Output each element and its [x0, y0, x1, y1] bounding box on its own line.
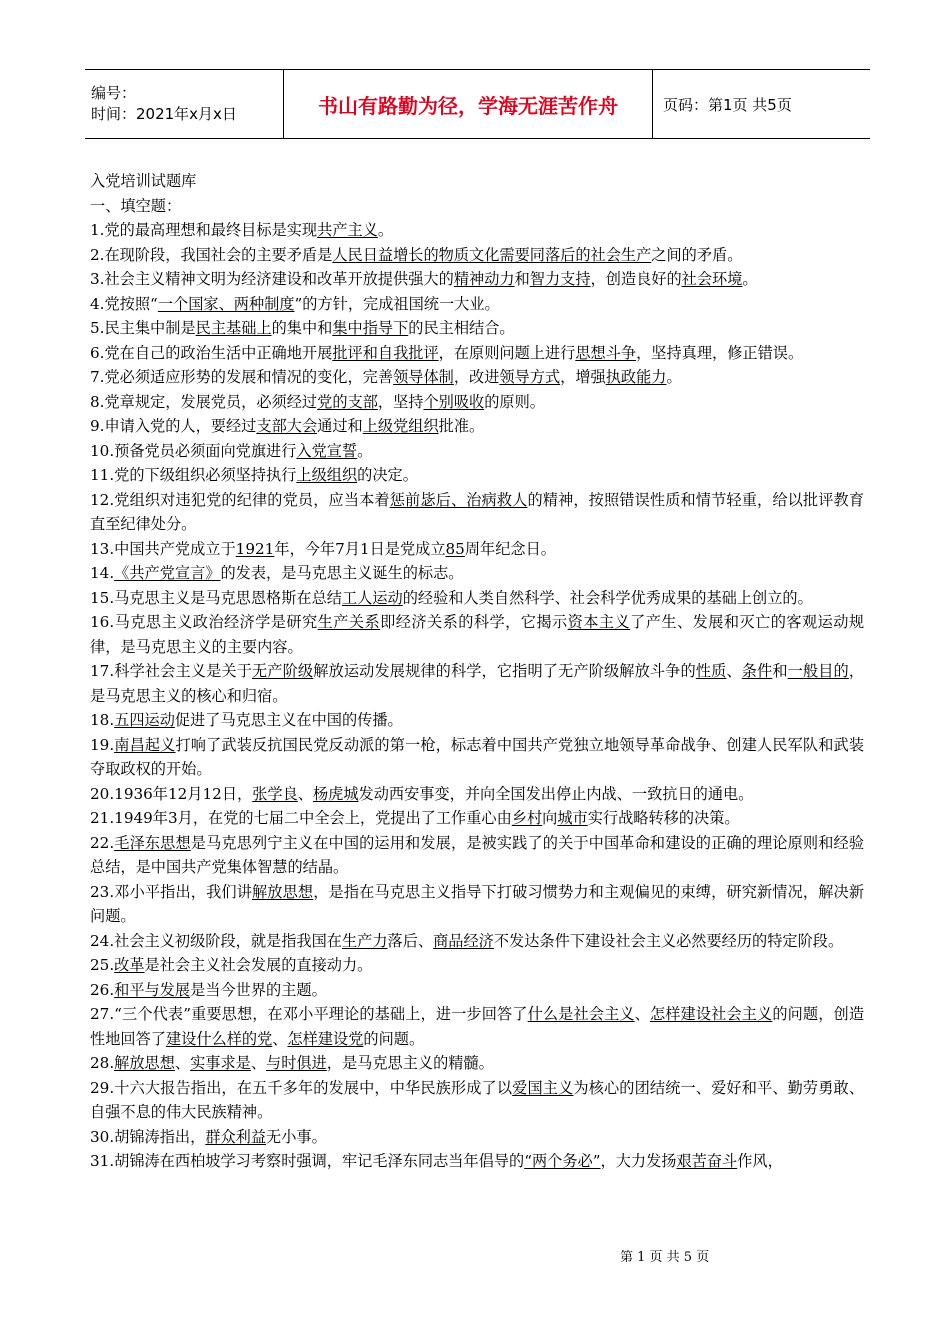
question-text: 13.中国共产党成立于: [90, 539, 236, 558]
answer-text: 爱国主义: [512, 1078, 574, 1097]
question-text: 5.民主集中制是: [90, 319, 196, 337]
question-item: [90, 414, 864, 439]
question-item: [90, 365, 864, 390]
answer-text: 城市: [557, 809, 588, 827]
question-text: 。: [377, 221, 394, 239]
question-text: 的民主相结合。: [408, 319, 515, 337]
question-text: 10.预备党员必须面向党旗进行: [90, 441, 297, 460]
answer-text: 性质: [695, 662, 727, 680]
question-text: 的问题，创造性地回答了: [90, 1005, 865, 1048]
answer-text: 怎样建设社会主义: [649, 1005, 773, 1023]
answer-text: 领导方式: [499, 368, 561, 386]
question-text: 实行战略转移的决策。: [587, 809, 740, 827]
question-text: 、: [726, 662, 742, 680]
question-item: [90, 1076, 864, 1125]
answer-text: 工人运动: [341, 588, 403, 607]
question-item: [90, 292, 864, 317]
question-text: 、: [174, 1054, 191, 1072]
answer-text: 1921: [235, 539, 275, 558]
document-time-label: 时间：2021年x月x日: [91, 105, 237, 123]
answer-text: 与时俱进: [266, 1054, 327, 1072]
answer-text: 张学良: [252, 784, 298, 803]
header-motto: 书山有路勤为径，学海无涯苦作舟: [318, 93, 618, 118]
question-text: 打响了武装反抗国民党反动派的第一枪，标志着中国共产党独立地领导革命战争、创建人民军队和武装夺取政权的开始。: [90, 735, 865, 778]
answer-text: 智力支持: [529, 270, 591, 288]
question-item: [90, 267, 864, 292]
question-item: [90, 1125, 864, 1150]
question-text: ，增强: [560, 368, 606, 386]
answer-text: 生产力: [341, 931, 388, 950]
answer-text: 社会环境: [681, 270, 743, 288]
question-text: 。: [666, 368, 682, 386]
answer-text: 解放思想: [252, 882, 314, 901]
answer-text: 上级党组织: [362, 417, 439, 435]
section-heading: 一、填空题：: [90, 196, 182, 215]
question-text: 落后、: [387, 931, 434, 950]
question-text: 29.十六大报告指出，在五千多年的发展中，中华民族形成了以: [90, 1078, 513, 1097]
question-text: 3.社会主义精神文明为经济建设和改革开放提供强大的: [90, 270, 454, 288]
answer-text: 怎样建设党: [287, 1029, 364, 1048]
question-text: 21.1949年3月，在党的七届二中全会上，党提出了工作重心由: [90, 809, 512, 827]
question-text: 无小事。: [266, 1127, 327, 1146]
question-item: [90, 806, 864, 831]
answer-text: 个别吸收: [423, 392, 485, 411]
answer-text: 毛泽东思想: [114, 833, 191, 852]
question-item: [90, 953, 864, 978]
question-item: [90, 341, 864, 366]
question-text: 的经验和人类自然科学、社会科学优秀成果的基础上创立的。: [402, 588, 813, 607]
question-text: 、: [634, 1005, 650, 1023]
question-text: 9.申请入党的人，要经过: [90, 417, 257, 435]
question-text: 19.: [90, 735, 115, 754]
header-motto-cell: [284, 70, 653, 138]
question-text: 。: [742, 270, 758, 288]
question-text: 之间的矛盾。: [651, 245, 743, 264]
answer-text: 资本主义: [567, 613, 631, 631]
question-item: [90, 316, 864, 341]
answer-text: 和平与发展: [114, 980, 191, 999]
answer-text: 无产阶级: [252, 662, 314, 680]
question-text: 8.党章规定，发展党员，必须经过: [90, 392, 318, 411]
question-text: 、: [250, 1054, 267, 1072]
question-text: 6.党在自己的政治生活中正确地开展: [90, 343, 333, 362]
question-text: 的发表，是马克思主义诞生的标志。: [220, 564, 464, 582]
answer-text: 乡村: [511, 809, 543, 827]
document-number-label: 编号：: [91, 84, 137, 102]
question-text: 25.: [90, 956, 115, 974]
answer-text: 商品经济: [433, 931, 494, 950]
question-text: 26.: [90, 980, 115, 999]
question-text: 促进了马克思主义在中国的传播。: [174, 711, 403, 729]
question-text: 、: [297, 784, 313, 803]
question-text: 17.科学社会主义是关于: [90, 662, 252, 680]
question-text: 和: [772, 662, 788, 680]
question-item: [90, 1149, 864, 1174]
answer-text: 精神动力: [453, 270, 515, 288]
question-text: 了产生、发展和灭亡的客观运动规律，是马克思主义的主要内容。: [90, 613, 865, 656]
answer-text: 85: [445, 539, 465, 558]
question-item: [90, 488, 864, 537]
answer-text: 领导体制: [393, 368, 454, 386]
question-text: 发动西安事变，并向全国发出停止内战、一致抗日的通电。: [358, 784, 754, 803]
answer-text: 一个国家、两种制度: [157, 294, 295, 313]
answer-text: 解放思想: [114, 1054, 175, 1072]
page-footer: 第 1 页 共 5 页: [620, 1250, 710, 1265]
answer-text: 执政能力: [605, 368, 667, 386]
answer-text: 党的支部: [317, 392, 378, 411]
question-text: ，是马克思主义的核心和归宿。: [90, 662, 865, 705]
question-list: [90, 218, 864, 1174]
answer-text: 杨虎城: [312, 784, 359, 803]
question-item: [90, 610, 864, 659]
question-item: [90, 659, 864, 708]
question-item: [90, 218, 864, 243]
answer-text: 《共产党宣言》: [114, 564, 221, 582]
question-text: ，在原则问题上进行: [438, 343, 576, 362]
question-text: 7.党必须适应形势的发展和情况的变化，完善: [90, 368, 394, 386]
question-text: 的决定。: [357, 466, 418, 484]
question-item: [90, 929, 864, 954]
question-text: 的原则。: [484, 392, 545, 411]
question-text: 12.党组织对违犯党的纪律的党员，应当本着: [90, 490, 390, 509]
question-item: [90, 1002, 864, 1051]
answer-text: 一般目的: [787, 662, 849, 680]
question-text: 的精神，按照错误性质和情节轻重，给以批评教育直至纪律处分。: [90, 490, 865, 533]
question-text: 周年纪念日。: [464, 539, 556, 558]
question-text: ，是马克思主义的精髓。: [326, 1054, 494, 1072]
question-text: 14.: [90, 564, 115, 582]
question-item: [90, 1051, 864, 1076]
question-text: 和: [514, 270, 530, 288]
question-text: 30.胡锦涛指出，: [90, 1127, 206, 1146]
question-text: 28.: [90, 1054, 115, 1072]
question-text: 年，今年7月1日是党成立: [274, 539, 446, 558]
answer-text: 支部大会: [256, 417, 318, 435]
question-text: 的问题。: [363, 1029, 425, 1048]
question-text: 是当今世界的主题。: [190, 980, 327, 999]
question-text: ，大力发扬: [600, 1152, 677, 1170]
answer-text: 批评和自我批评: [332, 343, 439, 362]
question-text: ，坚持: [377, 392, 424, 411]
question-text: 24.社会主义初级阶段，就是指我国在: [90, 931, 342, 950]
header-table: [85, 69, 870, 139]
answer-text: 人民日益增长的物质文化需要同落后的社会生产: [332, 245, 652, 264]
answer-text: 集中指导下: [332, 319, 409, 337]
answer-text: 思想斗争: [575, 343, 637, 362]
question-text: 批准。: [438, 417, 485, 435]
question-text: 通过和: [317, 417, 363, 435]
question-text: 即经济关系的科学，它揭示: [380, 613, 568, 631]
question-text: 31.胡锦涛在西柏坡学习考察时强调，牢记毛泽东同志当年倡导的: [90, 1152, 525, 1170]
answer-text: 改革: [114, 956, 145, 974]
question-text: 11.党的下级组织必须坚持执行: [90, 466, 297, 484]
answer-text: 生产关系: [317, 613, 381, 631]
header-left-cell: [85, 70, 284, 138]
answer-text: 艰苦奋斗: [676, 1152, 738, 1170]
question-text: 作风，: [737, 1152, 783, 1170]
question-text: 20.1936年12月12日，: [90, 784, 253, 803]
answer-text: 民主基础上: [195, 319, 272, 337]
question-text: 、: [272, 1029, 288, 1048]
question-item: [90, 561, 864, 586]
question-text: 是社会主义社会发展的直接动力。: [144, 956, 373, 974]
question-text: 16.马克思主义政治经济学是研究: [90, 613, 318, 631]
answer-text: 五四运动: [114, 711, 175, 729]
question-text: 是马克思列宁主义在中国的运用和发展，是被实践了的关于中国革命和建设的正确的理论原则和经验总结，是中国共产党集体智慧的结晶。: [90, 833, 865, 876]
question-item: [90, 537, 864, 562]
question-text: 23.邓小平指出，我们讲: [90, 882, 252, 901]
question-text: 15.马克思主义是马克思恩格斯在总结: [90, 588, 342, 607]
question-item: [90, 831, 864, 880]
question-text: ，坚持真理，修正错误。: [636, 343, 804, 362]
answer-text: 实事求是: [190, 1054, 251, 1072]
question-text: 不发达条件下建设社会主义必然要经历的特定阶段。: [493, 931, 844, 950]
question-text: 22.: [90, 833, 115, 852]
answer-text: 共产主义: [317, 221, 378, 239]
answer-text: 入党宣誓: [296, 441, 358, 460]
answer-text: 上级组织: [296, 466, 358, 484]
answer-text: 南昌起义: [114, 735, 176, 754]
question-text: ，创造良好的: [590, 270, 682, 288]
question-item: [90, 243, 864, 268]
question-item: [90, 390, 864, 415]
question-item: [90, 733, 864, 782]
question-text: ，改进: [453, 368, 500, 386]
answer-text: 什么是社会主义: [527, 1005, 635, 1023]
header-page-cell: [653, 70, 870, 138]
question-text: 2.在现阶段，我国社会的主要矛盾是: [90, 245, 333, 264]
question-item: [90, 463, 864, 488]
question-text: ”的方针，完成祖国统一大业。: [294, 294, 500, 313]
question-item: [90, 586, 864, 611]
question-item: [90, 439, 864, 464]
document-title: 入党培训试题库: [90, 172, 197, 190]
question-item: [90, 880, 864, 929]
header-page-info: 页码：第1页 共5页: [663, 95, 792, 114]
question-item: [90, 978, 864, 1003]
question-item: [90, 782, 864, 807]
answer-text: 惩前毖后、治病救人: [389, 490, 528, 509]
answer-text: 群众利益: [205, 1127, 267, 1146]
answer-text: 条件: [741, 662, 773, 680]
question-text: 为核心的团结统一、爱好和平、勤劳勇敢、自强不息的伟大民族精神。: [90, 1078, 865, 1121]
question-text: 4.党按照“: [90, 294, 158, 313]
answer-text: “两个务必”: [524, 1152, 601, 1170]
question-text: 18.: [90, 711, 115, 729]
question-text: 1.党的最高理想和最终目标是实现: [90, 221, 318, 239]
question-text: 的集中和: [271, 319, 333, 337]
question-text: 向: [542, 809, 558, 827]
document-body: [90, 169, 864, 1174]
question-item: [90, 708, 864, 733]
question-text: 。: [357, 441, 373, 460]
question-text: ，是指在马克思主义指导下打破习惯势力和主观偏见的束缚，研究新情况，解决新问题。: [90, 882, 865, 925]
question-text: 27.“三个代表”重要思想，在邓小平理论的基础上，进一步回答了: [90, 1005, 528, 1023]
question-text: 解放运动发展规律的科学，它指明了无产阶级解放斗争的: [313, 662, 696, 680]
answer-text: 建设什么样的党: [165, 1029, 273, 1048]
